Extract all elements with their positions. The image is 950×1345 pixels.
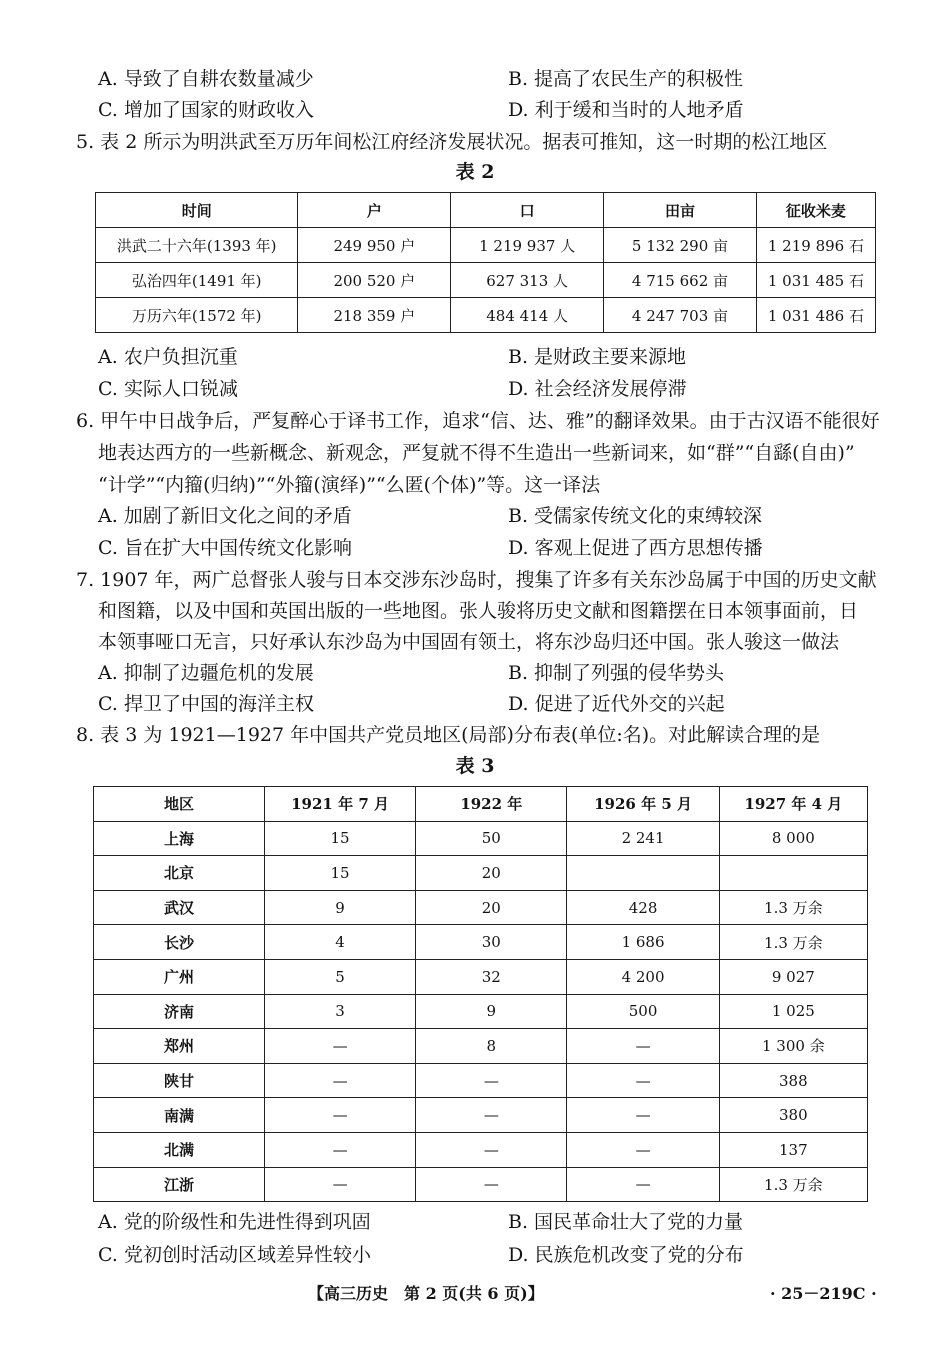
table2-header: 田亩: [604, 193, 757, 228]
table3-cell: 4: [264, 925, 415, 960]
table2-cell: 弘治四年(1491 年): [96, 263, 298, 298]
table-row: [96, 228, 876, 263]
table3-cell: 广州: [94, 959, 265, 994]
table3-cell: 武汉: [94, 890, 265, 925]
table2-cell: 627 313 人: [451, 263, 604, 298]
q7-option-b: B. 抑制了列强的侵华势头: [508, 662, 725, 684]
q5-stem: 5. 表 2 所示为明洪武至万历年间松江府经济发展状况。据表可推知，这一时期的松江地区: [76, 131, 828, 153]
table3-cell: 上海: [94, 821, 265, 856]
table2-header: 征收米麦: [756, 193, 875, 228]
q5-option-b: B. 是财政主要来源地: [508, 346, 687, 368]
table3-cell: 北满: [94, 1132, 265, 1167]
table2-cell: 249 950 户: [298, 228, 451, 263]
table2-header: 口: [451, 193, 604, 228]
q6-stem-line2: 地表达西方的一些新概念、新观念，严复就不得不生造出一些新词来，如“群”“自繇(自由)”: [98, 442, 855, 464]
table3-cell: —: [416, 1132, 567, 1167]
q7-stem-line1: 7. 1907 年，两广总督张人骏与日本交涉东沙岛时，搜集了许多有关东沙岛属于中国的历史文献: [76, 569, 877, 591]
table3-cell: 1.3 万余: [719, 925, 867, 960]
table-row: [94, 821, 868, 856]
q6-option-c: C. 旨在扩大中国传统文化影响: [98, 537, 352, 559]
table2-cell: 万历六年(1572 年): [96, 298, 298, 333]
table2-cell: 1 031 486 石: [756, 298, 875, 333]
table2-header: 时间: [96, 193, 298, 228]
table3-cell: 20: [416, 890, 567, 925]
table3-header: 1922 年: [416, 787, 567, 822]
q4-option-c: C. 增加了国家的财政收入: [98, 99, 314, 121]
table3-cell: 8 000: [719, 821, 867, 856]
table-row: [94, 1063, 868, 1098]
table2-cell: 1 219 937 人: [451, 228, 604, 263]
table3-cell: 15: [264, 821, 415, 856]
q7-stem-line2: 和图籍，以及中国和英国出版的一些地图。张人骏将历史文献和图籍摆在日本领事面前，日: [98, 600, 859, 622]
table3-cell: 江浙: [94, 1167, 265, 1202]
table3-cell: 郑州: [94, 1029, 265, 1064]
table-row: [94, 925, 868, 960]
table3-cell: —: [264, 1029, 415, 1064]
table3-cell: —: [264, 1167, 415, 1202]
table-row: [94, 994, 868, 1029]
table-row: [94, 1029, 868, 1064]
table3-header: 1927 年 4 月: [719, 787, 867, 822]
table3-cell: —: [416, 1098, 567, 1133]
table-row: [96, 298, 876, 333]
table2-header: 户: [298, 193, 451, 228]
table3-header: 地区: [94, 787, 265, 822]
table3-cell: 15: [264, 856, 415, 891]
q8-stem: 8. 表 3 为 1921—1927 年中国共产党员地区(局部)分布表(单位:名)。对此解读合理的是: [76, 724, 821, 746]
table2-cell: 200 520 户: [298, 263, 451, 298]
q8-option-a: A. 党的阶级性和先进性得到巩固: [98, 1211, 371, 1233]
table3-cell: 1 686: [567, 925, 719, 960]
table-row: [94, 1167, 868, 1202]
q4-option-b: B. 提高了农民生产的积极性: [508, 68, 744, 90]
table3-cell: 32: [416, 959, 567, 994]
paper-code: · 25－219C ·: [770, 1284, 877, 1303]
table2-header-row: [96, 193, 876, 228]
q8-option-b: B. 国民革命壮大了党的力量: [508, 1211, 744, 1233]
table3-cell: 1 025: [719, 994, 867, 1029]
table3-cell: 428: [567, 890, 719, 925]
table3-cell: —: [416, 1063, 567, 1098]
table3-cell: 2 241: [567, 821, 719, 856]
table3-cell: [567, 856, 719, 891]
table2-cell: 484 414 人: [451, 298, 604, 333]
table3-cell: 5: [264, 959, 415, 994]
table3-cell: 南满: [94, 1098, 265, 1133]
table3-cell: —: [567, 1132, 719, 1167]
table-row: [94, 1098, 868, 1133]
q8-option-d: D. 民族危机改变了党的分布: [508, 1244, 744, 1266]
q6-option-d: D. 客观上促进了西方思想传播: [508, 537, 763, 559]
table3-cell: 20: [416, 856, 567, 891]
table3-cell: —: [567, 1029, 719, 1064]
table-row: [94, 1132, 868, 1167]
table3-cell: —: [567, 1063, 719, 1098]
table2-cell: 218 359 户: [298, 298, 451, 333]
table3-cell: 3: [264, 994, 415, 1029]
table2-cell: 1 031 485 石: [756, 263, 875, 298]
table2-title: 表 2: [455, 161, 495, 183]
table3-cell: 9: [264, 890, 415, 925]
table2-cell: 4 715 662 亩: [604, 263, 757, 298]
table3-cell: —: [567, 1098, 719, 1133]
table3-cell: 济南: [94, 994, 265, 1029]
q7-stem-line3: 本领事哑口无言，只好承认东沙岛为中国固有领土，将东沙岛归还中国。张人骏这一做法: [98, 631, 840, 653]
table-row: [96, 263, 876, 298]
q6-stem-line1: 6. 甲午中日战争后，严复醉心于译书工作，追求“信、达、雅”的翻译效果。由于古汉语不能很好: [76, 410, 880, 432]
page-footer: 【高三历史 第 2 页(共 6 页)】: [308, 1284, 544, 1303]
table-row: [94, 890, 868, 925]
q5-option-c: C. 实际人口锐减: [98, 378, 238, 400]
table3-cell: —: [264, 1098, 415, 1133]
q8-option-c: C. 党初创时活动区域差异性较小: [98, 1244, 371, 1266]
table3-cell: 4 200: [567, 959, 719, 994]
table3-cell: —: [264, 1063, 415, 1098]
table3-header-row: [94, 787, 868, 822]
table3-cell: 1.3 万余: [719, 1167, 867, 1202]
q5-option-d: D. 社会经济发展停滞: [508, 378, 687, 400]
table3-cell: 1 300 余: [719, 1029, 867, 1064]
q4-option-d: D. 利于缓和当时的人地矛盾: [508, 99, 744, 121]
q4-option-a: A. 导致了自耕农数量减少: [98, 68, 314, 90]
table3-cell: —: [416, 1167, 567, 1202]
table3-header: 1921 年 7 月: [264, 787, 415, 822]
q6-option-b: B. 受儒家传统文化的束缚较深: [508, 505, 763, 527]
table3-header: 1926 年 5 月: [567, 787, 719, 822]
table3-cell: 50: [416, 821, 567, 856]
table3-cell: 137: [719, 1132, 867, 1167]
q5-option-a: A. 农户负担沉重: [98, 346, 238, 368]
table3-cell: 长沙: [94, 925, 265, 960]
table3-cell: 北京: [94, 856, 265, 891]
table3-cell: [719, 856, 867, 891]
table-3: [93, 786, 868, 1202]
q6-stem-line3: “计学”“内籀(归纳)”“外籀(演绎)”“么匿(个体)”等。这一译法: [98, 474, 601, 496]
table3-cell: —: [567, 1167, 719, 1202]
table3-cell: 388: [719, 1063, 867, 1098]
table-row: [94, 959, 868, 994]
q7-option-a: A. 抑制了边疆危机的发展: [98, 662, 314, 684]
q7-option-c: C. 捍卫了中国的海洋主权: [98, 693, 314, 715]
table3-cell: 陕甘: [94, 1063, 265, 1098]
table3-cell: 1.3 万余: [719, 890, 867, 925]
table-row: [94, 856, 868, 891]
table3-cell: 30: [416, 925, 567, 960]
table3-title: 表 3: [455, 755, 495, 777]
table-2: [95, 192, 876, 333]
table2-cell: 1 219 896 石: [756, 228, 875, 263]
q7-option-d: D. 促进了近代外交的兴起: [508, 693, 725, 715]
table2-cell: 4 247 703 亩: [604, 298, 757, 333]
table2-cell: 5 132 290 亩: [604, 228, 757, 263]
table3-cell: 9: [416, 994, 567, 1029]
table3-cell: 500: [567, 994, 719, 1029]
table3-cell: 8: [416, 1029, 567, 1064]
table3-cell: 9 027: [719, 959, 867, 994]
table2-cell: 洪武二十六年(1393 年): [96, 228, 298, 263]
table3-cell: —: [264, 1132, 415, 1167]
table3-cell: 380: [719, 1098, 867, 1133]
q6-option-a: A. 加剧了新旧文化之间的矛盾: [98, 505, 352, 527]
